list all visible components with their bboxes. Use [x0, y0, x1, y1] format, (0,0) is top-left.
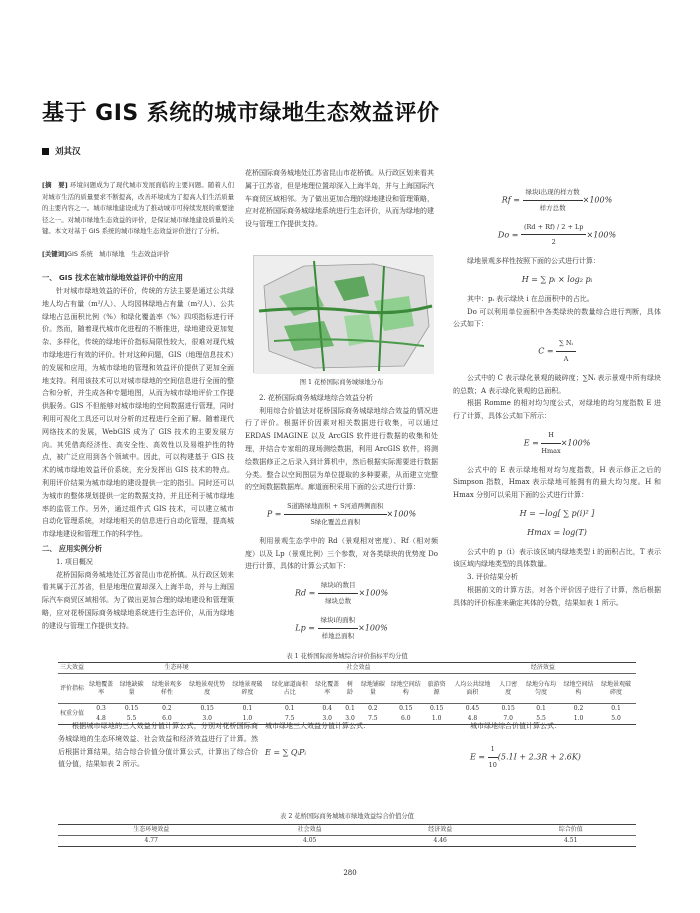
formula-lp	[245, 614, 438, 643]
table-1-caption: 表 1 花桥国际商务城综合评价指标平均分值	[286, 653, 408, 660]
table-cell: 1.0	[573, 715, 584, 722]
table-cell: 3.0	[202, 715, 212, 722]
table-2-header: 经济效益	[375, 825, 506, 836]
table-cell: 绿地景观破碎度	[596, 674, 636, 704]
abstract-text: 环境问题成为了现代城市发展面临的主要问题。随着人们对城市生活的质量要求不断提高，改善环境成为了提高人们生活质量的主要内容之一。城市绿地建设成为了推动城市可持续发展的重要途径之一。对城市绿地生态效益的评价，是保证城市绿地建设质量的关键。本文对基于 GIS 系统的城市绿地生态效益评价进行了分析。	[42, 181, 234, 235]
table-2-cell: 4.51	[564, 837, 578, 844]
formula-rd-den: 绿块总数	[325, 596, 352, 605]
formula-c	[453, 337, 661, 366]
table-cell: 绿地铺碳量	[358, 674, 388, 704]
table-cell: 0.2	[162, 705, 172, 712]
formula-total-tail: (5.1I + 2.3R + 2.6K)	[497, 752, 581, 762]
formula-rf-num: 绿块i出现的样方数	[523, 186, 583, 201]
table-cell: 3.0	[345, 715, 355, 722]
formula-p-den: S绿化覆盖总面积	[310, 517, 361, 526]
table-cell: 5.5	[536, 715, 546, 722]
table-cell: 0.2	[573, 705, 584, 712]
formula-do-lhs: Do =	[497, 229, 519, 239]
table-cell: 0.1	[611, 705, 621, 712]
table-cell: 绿地覆盖率	[86, 674, 116, 704]
table-1-indicator-row	[58, 674, 636, 704]
col3-para2: 其中：pᵢ 表示绿块 i 在总面积中的占比。	[467, 294, 594, 303]
table-2	[58, 824, 636, 847]
table-cell: 3.0	[322, 715, 332, 722]
table-cell: 绿地空间结构	[561, 674, 596, 704]
keywords	[42, 248, 234, 261]
keywords-label: [关键词]	[42, 249, 68, 258]
table-cell: 绿地空间结构	[388, 674, 424, 704]
table-cell: 旅游资源	[424, 674, 450, 704]
table-cell: 7.5	[284, 715, 295, 722]
formula-rd-num: 绿块i的数目	[318, 579, 359, 594]
table-cell: 5.5	[126, 715, 137, 722]
abstract-label: [摘 要]	[42, 181, 68, 189]
col3-para7: 公式中的 p（i）表示该区域内绿地类型 i 的面积占比，T 表示该区域内绿地类型的具体数量。	[453, 547, 661, 569]
table-cell: 0.15	[124, 705, 139, 712]
table-1-weight-row	[58, 704, 636, 715]
formula-rd-lhs: Rd =	[294, 588, 316, 598]
formula-h: H = ∑ pᵢ × log₂ pᵢ	[521, 274, 593, 284]
table-cell: 6.0	[401, 715, 411, 722]
table-cell: 人均公共绿地面积	[450, 674, 495, 704]
formula-rf	[453, 186, 661, 215]
table-cell: 树龄	[342, 674, 358, 704]
table-1-group-eco: 生态环境	[86, 663, 267, 674]
map-graphic	[254, 256, 434, 374]
bottom-left-text	[58, 720, 258, 771]
keywords-text: GIS 系统 城市绿地 生态效益评价	[67, 249, 170, 258]
formula-rd-tail: ×100%	[358, 588, 389, 598]
formula-lp-num: 绿块i的面积	[318, 614, 359, 629]
table-1-group-social: 社会效益	[267, 663, 449, 674]
formula-p	[245, 500, 438, 529]
formula-sum: E = ∑ QᵢPᵢ	[265, 747, 307, 757]
bottom-left-paragraph: 根据城市绿地的三大效益分值计算公式，分别对花桥国际商务城绿地的生态环境效益、社会效益和经济效益进行了计算。然后根据计算结果，结合综合价值分值计算公式，计算出了综合价值分值，结果如表 2 所示。	[58, 722, 258, 769]
table-cell: 0.4	[322, 705, 332, 712]
table-2-header-row	[58, 825, 636, 836]
formula-p-num: S道路绿地面积 + S河道两侧面积	[284, 500, 386, 515]
section-2-sub2-text: 利用综合价值法对花桥国际商务城绿地综合效益的情况进行了评价。根据评价因素对相关数据进行收集，可以通过 ERDAS IMAGINE 以及 ArcGIS 软件进行数据的收集和处理，并结合专家组的现场测绘数据，利用 ArcGIS 软件，将测绘数据修正之后录入到计算机中，然后根据实际需要进行数据分类。整合以空间图层为单位提取的多种要素，从而建立完整的空间数据数据库。廊道面积采用下面的公式进行计算：	[245, 406, 438, 492]
page-number: 280	[343, 869, 357, 877]
formula-hmax: Hmax = log(T)	[527, 527, 587, 537]
formula-rd	[245, 579, 438, 608]
formula-rf-tail: ×100%	[582, 195, 613, 205]
formula-c-num: ∑ Nᵢ	[556, 337, 576, 352]
col3-sub3: 3. 评价结果分析	[467, 573, 518, 582]
formula-e-num: H	[541, 429, 560, 444]
table-1-weight-label: 权重分值	[60, 710, 85, 717]
table-cell: 绿地缺碳量	[116, 674, 147, 704]
section-2-sub2: 2. 花桥国际商务城绿地综合效益分析	[259, 393, 373, 402]
table-1-group-row	[58, 663, 636, 674]
table-cell: 0.1	[345, 705, 355, 712]
formula-rf-den: 样方总数	[539, 203, 566, 212]
formula-e-lhs: E =	[523, 438, 539, 448]
col3-para6: 公式中的 E 表示绿地相对均匀度指数，H 表示修正之后的 Simpson 指数，Hmax 表示绿地可能拥有的最大均匀度。H 和 Hmax 分别可以采用下面的公式进行计算：	[453, 465, 661, 500]
section-2-sub1-text: 花桥国际商务城地处江苏省昆山市花桥镇。从行政区划来看其属于江苏省，但是地理位置却深入上海半岛，并与上海国际汽车商贸区域相邻。为了做出更加合理的绿地建设和管理策略，应对花桥国际商务城绿地系统进行生态评价，从而为绿地的建设与管理工作提供支持。	[42, 570, 234, 630]
table-2-cell: 4.46	[433, 837, 447, 844]
table-cell: 0.15	[200, 705, 214, 712]
table-cell: 绿地景观破碎度	[227, 674, 267, 704]
col3-para4: 公式中的 C 表示绿化景观的破碎度；∑Nᵢ 表示景观中所有绿块的总数；A 表示绿化景观的总面积。	[453, 373, 661, 395]
formula-e-tail: ×100%	[560, 438, 591, 448]
formula-lp-den: 样地总面积	[321, 631, 355, 640]
formula-p-tail: ×100%	[386, 509, 417, 519]
formula-lp-lhs: Lp =	[295, 623, 315, 633]
formula-rf-lhs: Rf =	[501, 195, 520, 205]
section-2-para2: 利用景观生态学中的 Rd（景观相对密度）、Rf（相对频度）以及 Lp（景观比例）三个参数，对各类绿块的优势度 Do 进行计算，具体的计算公式如下：	[245, 536, 438, 571]
formula-total-lhs: E =	[470, 752, 486, 762]
table-1-indicator-label: 评价指标	[58, 674, 86, 704]
table-2-cell: 4.05	[303, 837, 317, 844]
formula-c-lhs: C =	[538, 346, 554, 356]
figure-1-caption: 图 1 花桥国际商务城绿地分布	[299, 379, 384, 386]
column-1	[42, 180, 234, 630]
table-cell: 绿地景观多样性	[147, 674, 187, 704]
paper-title: 基于 GIS 系统的城市绿地生态效益评价	[42, 101, 440, 126]
formula-do-num: (Rd + Rf) / 2 + Lp	[521, 221, 587, 236]
table-cell: 7.0	[503, 715, 513, 722]
formula-do-den: 2	[551, 238, 556, 247]
table-cell: 0.45	[465, 705, 480, 712]
table-cell: 4.8	[467, 715, 478, 722]
table-cell: 绿地分布均匀度	[521, 674, 561, 704]
formula-lp-tail: ×100%	[358, 623, 388, 633]
bottom-mid-title: 城市绿地三大效益分值计算公式：	[265, 722, 370, 730]
table-cell: 0.2	[368, 705, 378, 712]
bottom-right	[470, 720, 650, 777]
table-2-header: 社会效益	[244, 825, 375, 836]
section-1-text: 针对城市绿地效益的评价，传统的方法主要是通过公共绿地人均占有量（m²/人）、人均园林绿地占有量（m²/人）、公共绿地占总面积比例（%）和绿化覆盖率（%）四项指标进行评价。然而，随着现代城市化进程的不断推进，绿地建设更加复杂、多样化，传统的绿地评价指标局限性较大，很难对现代城市绿地进行有效的评价。针对这种问题，GIS（地理信息技术）的发展和应用，为城市绿地的管理和效益评价提供了更加全面地支持。利用该技术可以对城市绿地的空间信息进行全面的整合和分析，并生成各种专题地图，从而为城市绿地评价工作提供服务。GIS 不但能够对城市绿地的空间数据进行管理，同时利用可视化工具还可以对分析的过程进行全面了解。随着现代网络技术的发展，WebGIS 成为了 GIS 技术的主要发展方向。其凭借高经济性、高安全性、高效性以及易维护性的特点，被广泛应用到各个领域中。因此，可以构建基于 GIS 技术的城市绿地效益评价系统，充分发挥出 GIS 技术的特点。利用评价结果为城市绿地的建设提供一定的指引。同时还可以为城市的整体规划提供一定的数据支持，并且还利于城市绿地率的监管工作。另外，通过组件式 GIS 技术，可以建立城市自动化管理系统，对绿地相关的信息进行自动化管理，提高城市绿地建设和管理工作的科学性。	[42, 287, 234, 539]
bottom-mid	[265, 720, 445, 766]
formula-e	[453, 429, 661, 458]
author-name: 刘其汉	[55, 147, 81, 157]
table-1-corner: 三大效益	[58, 663, 86, 674]
formula-do	[453, 221, 661, 250]
bottom-right-title: 城市绿地综合价值计算公式：	[470, 722, 561, 730]
author	[42, 145, 81, 157]
table-1	[58, 662, 636, 725]
table-2-header: 生态环境效益	[58, 825, 244, 836]
project-overview-text: 花桥国际商务城地处江苏省昆山市花桥镇。从行政区划来看其属于江苏省，但是地理位置却深入上海半岛，并与上海国际汽车商贸区域相邻。为了做出更加合理的绿地建设和管理策略，应对花桥国际商务城绿地系统进行生态评价，从而为绿地的建设与管理工作提供支持。	[245, 169, 434, 229]
abstract	[42, 180, 234, 238]
formula-do-tail: ×100%	[586, 229, 617, 239]
table-2-header: 综合价值	[505, 825, 636, 836]
formula-c-den: A	[563, 354, 569, 363]
section-2-heading: 二、 应用实例分析	[42, 544, 103, 554]
section-2-sub1-continued	[245, 167, 438, 229]
table-cell: 0.3	[96, 705, 106, 712]
table-2-cell: 4.77	[144, 837, 158, 844]
table-cell: 0.1	[284, 705, 295, 712]
table-cell: 绿地景观优势度	[187, 674, 228, 704]
table-cell: 4.8	[96, 715, 106, 722]
table-2-caption: 表 2 花桥国际商务城城市绿地效益综合价值分值	[280, 813, 414, 820]
green-space-map	[253, 255, 433, 373]
formula-p-lhs: P =	[266, 509, 282, 519]
formula-e-den: Hmax	[541, 446, 561, 455]
table-cell: 绿化廊道面积占比	[267, 674, 312, 704]
formula-total-den: 10	[488, 760, 497, 769]
column-3	[453, 180, 661, 610]
bullet-square-icon	[42, 148, 49, 155]
table-cell: 0.15	[399, 705, 413, 712]
section-2-sub1: 1. 项目概况	[56, 557, 93, 566]
col3-para5: 根据 Romme 的相对均匀度公式，对绿地的均匀度指数 E 进行了计算，具体公式如下所示：	[453, 399, 661, 421]
table-cell: 人口密度	[495, 674, 521, 704]
table-cell: 0.15	[501, 705, 515, 712]
formula-h2: H = −log[ ∑ p(i)² ]	[519, 508, 595, 518]
col3-para8: 根据前文的计算方法，对各个评价因子进行了计算，然后根据具体的评价标准来确定其体的分数，结果如表 1 所示。	[453, 585, 661, 607]
col3-para3: Do 可以利用单位面积中各类绿块的数量综合进行判断，具体公式如下：	[453, 307, 661, 329]
table-cell: 5.0	[611, 715, 621, 722]
table-2-value-row	[58, 836, 636, 847]
table-cell: 0.1	[536, 705, 546, 712]
table-cell: 7.5	[368, 715, 378, 722]
formula-total	[470, 743, 650, 772]
formula-total-num: 1	[488, 743, 498, 758]
table-cell: 绿化覆盖率	[312, 674, 342, 704]
table-cell: 1.0	[242, 715, 253, 722]
table-cell: 0.15	[429, 705, 444, 712]
section-1-heading: 一、 GIS 技术在城市绿地效益评价中的应用	[42, 273, 183, 283]
table-1-group-economic: 经济效益	[450, 663, 636, 674]
table-cell: 1.0	[431, 715, 442, 722]
column-2	[245, 169, 438, 648]
table-cell: 0.1	[242, 705, 253, 712]
col3-para1: 绿地景观多样性按照下面的公式进行计算：	[467, 257, 600, 266]
table-cell: 6.0	[162, 715, 172, 722]
